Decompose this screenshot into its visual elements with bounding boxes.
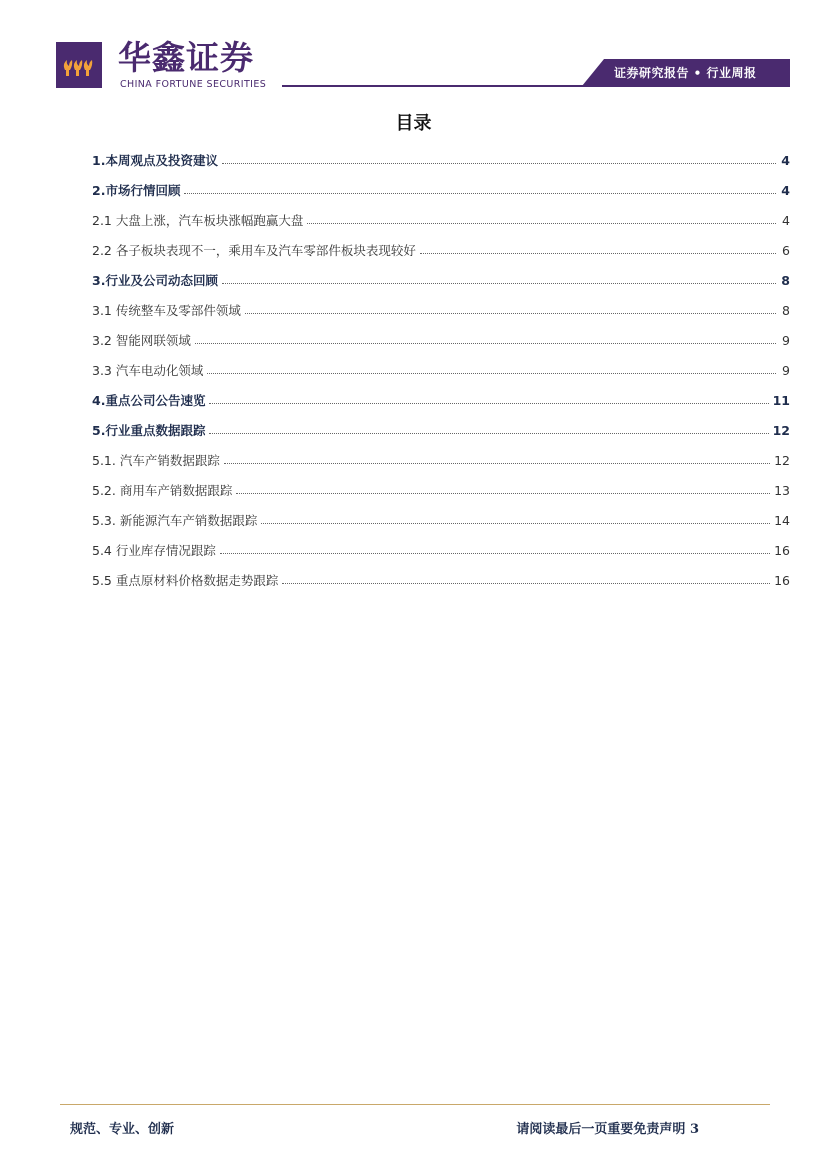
toc-item-page: 6 (782, 242, 790, 258)
toc-item-label: 2.市场行情回顾 (92, 183, 181, 198)
toc-item-page: 4 (782, 212, 790, 228)
toc-item-page: 4 (781, 152, 790, 168)
brand-name-en: CHINA FORTUNE SECURITIES (120, 79, 267, 90)
toc-leader-dots (209, 432, 768, 434)
toc-item-page: 11 (772, 392, 790, 408)
toc-item-label: 4.重点公司公告速览 (92, 393, 206, 408)
toc-leader-dots (195, 342, 776, 344)
toc-leader-dots (224, 462, 770, 464)
toc-item[interactable] (92, 328, 790, 352)
toc-leader-dots (245, 312, 776, 314)
toc-item-label: 5.行业重点数据跟踪 (92, 423, 206, 438)
toc-leader-dots (261, 522, 770, 524)
toc-leader-dots (420, 252, 776, 254)
toc-item-page: 12 (774, 452, 790, 468)
toc-item[interactable] (92, 478, 790, 502)
toc-item-label: 5.5 重点原材料价格数据走势跟踪 (92, 573, 279, 588)
toc-item[interactable] (92, 388, 790, 412)
toc-item-label: 5.2. 商用车产销数据跟踪 (92, 483, 233, 498)
toc-item[interactable] (92, 178, 790, 202)
toc-leader-dots (209, 402, 768, 404)
toc-item-page: 16 (774, 542, 790, 558)
toc-leader-dots (207, 372, 776, 374)
toc-item-page: 12 (772, 422, 790, 438)
toc-item-page: 13 (774, 482, 790, 498)
fortune-flame-icon (56, 42, 102, 88)
footer-slogan: 规范、专业、创新 (70, 1122, 175, 1137)
toc-leader-dots (220, 552, 770, 554)
toc-item[interactable] (92, 148, 790, 172)
toc-item-page: 9 (782, 362, 790, 378)
toc-leader-dots (236, 492, 770, 494)
toc-item[interactable] (92, 298, 790, 322)
toc-item-page: 16 (774, 572, 790, 588)
toc-item-label: 3.3 汽车电动化领域 (92, 363, 204, 378)
brand-name-cn: 华鑫证券 (118, 38, 254, 77)
toc-item-page: 4 (781, 182, 790, 198)
toc-title: 目录 (395, 113, 432, 134)
toc-item-label: 1.本周观点及投资建议 (92, 153, 218, 168)
toc-item-page: 14 (774, 512, 790, 528)
toc-item-page: 8 (782, 302, 790, 318)
toc-item[interactable] (92, 448, 790, 472)
toc-item[interactable] (92, 268, 790, 292)
toc-item[interactable] (92, 418, 790, 442)
toc-item-label: 3.1 传统整车及零部件领域 (92, 303, 241, 318)
toc-leader-dots (222, 162, 776, 164)
report-type-label: 证券研究报告 • 行业周报 (614, 66, 757, 80)
toc-item[interactable] (92, 208, 790, 232)
toc-item-label: 2.1 大盘上涨，汽车板块涨幅跑赢大盘 (92, 213, 304, 228)
toc-item-label: 3.2 智能网联领域 (92, 333, 191, 348)
toc-item[interactable] (92, 538, 790, 562)
toc-item-label: 5.4 行业库存情况跟踪 (92, 543, 216, 558)
toc-item[interactable] (92, 568, 790, 592)
toc-item-label: 3.行业及公司动态回顾 (92, 273, 218, 288)
footer-disclaimer-page: 请阅读最后一页重要免责声明 3 (516, 1122, 699, 1137)
toc-item-page: 8 (781, 272, 790, 288)
toc-item[interactable] (92, 238, 790, 262)
company-logo (56, 42, 102, 88)
toc-leader-dots (282, 582, 770, 584)
toc-item-label: 2.2 各子板块表现不一，乘用车及汽车零部件板块表现较好 (92, 243, 416, 258)
toc-item[interactable] (92, 508, 790, 532)
toc-item-page: 9 (782, 332, 790, 348)
toc-item-label: 5.3. 新能源汽车产销数据跟踪 (92, 513, 258, 528)
toc-item[interactable] (92, 358, 790, 382)
toc-leader-dots (222, 282, 776, 284)
toc-leader-dots (307, 222, 776, 224)
toc-item-label: 5.1. 汽车产销数据跟踪 (92, 453, 220, 468)
toc-leader-dots (184, 192, 776, 194)
footer-divider (60, 1104, 770, 1105)
